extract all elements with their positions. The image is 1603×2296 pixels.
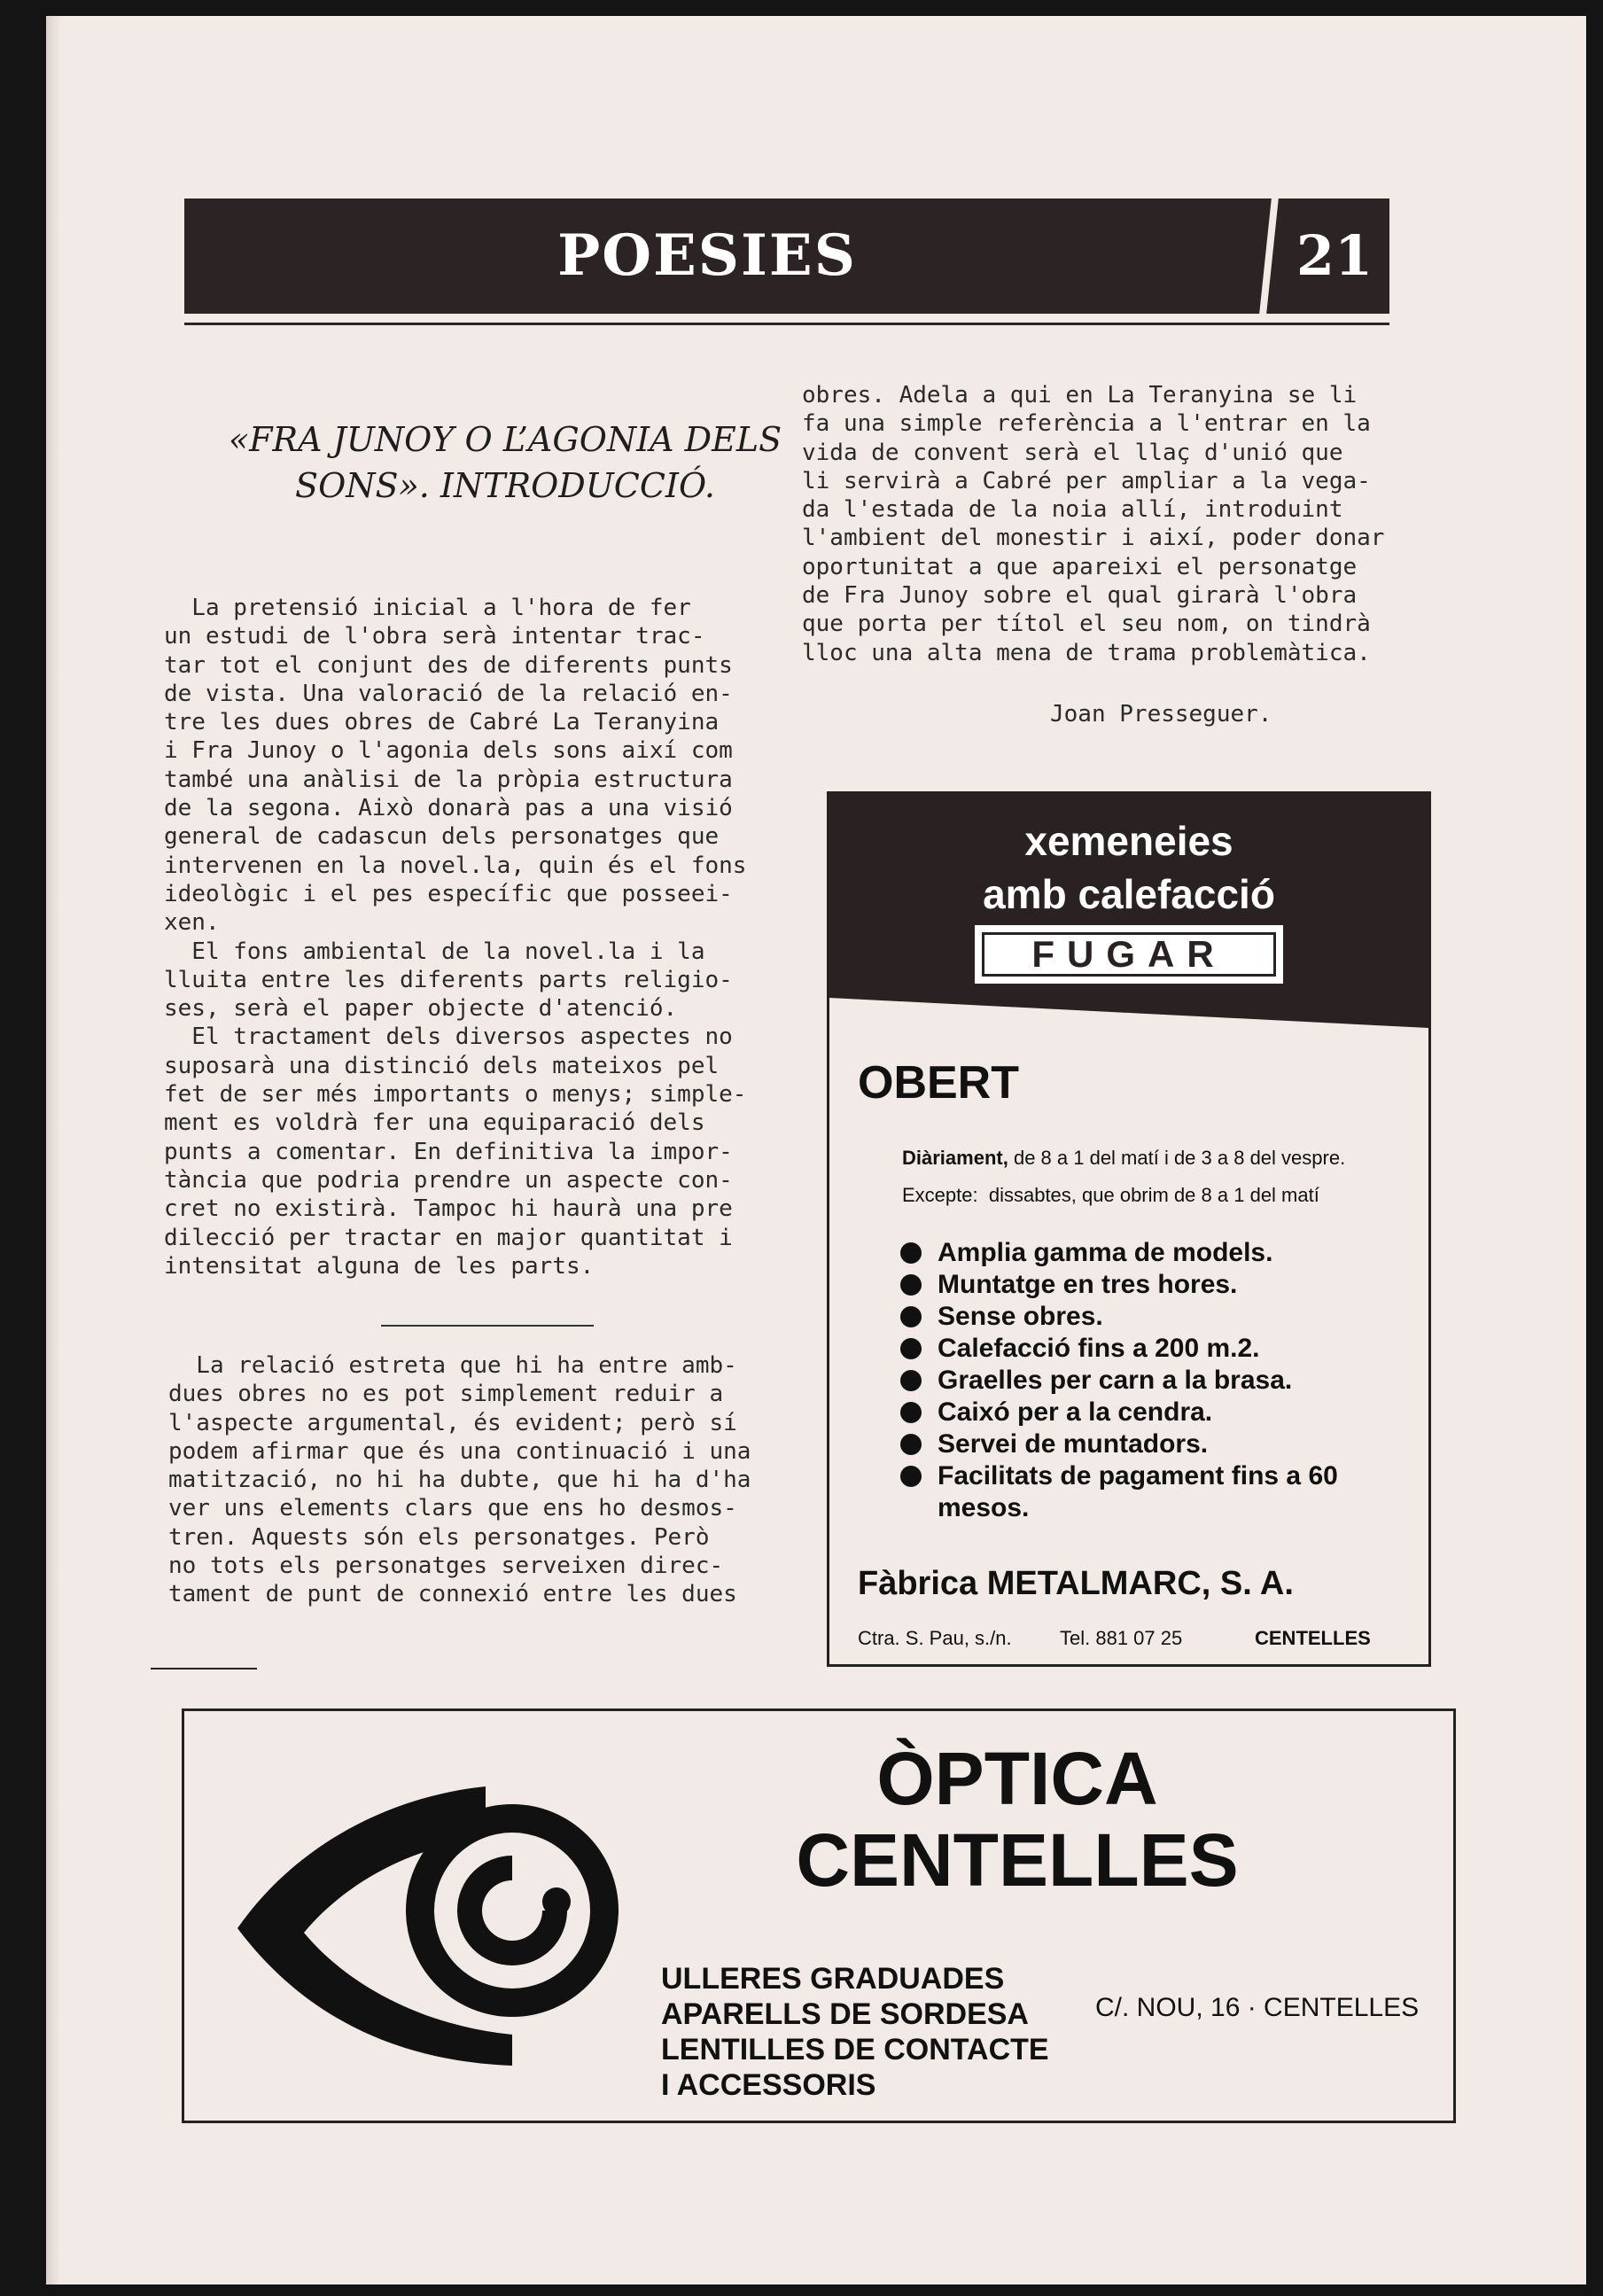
- text-line: La pretensió inicial a l'hora de fer: [164, 595, 691, 621]
- bullet-icon: [900, 1306, 922, 1327]
- text-line: intervenen en la novel.la, quin és el fons: [164, 852, 747, 879]
- text-line: ver uns elements clars que ens ho desmos-: [168, 1495, 737, 1522]
- article-column-left-part2: [168, 1351, 842, 1609]
- hours-label: Diàriament,: [902, 1147, 1008, 1169]
- article-author: Joan Presseguer.: [1050, 701, 1272, 728]
- text-line: un estudi de l'obra serà intentar trac-: [164, 623, 705, 650]
- fugar-logo-text: FUGAR: [982, 932, 1276, 977]
- text-line: dilecció per tractar en major quantitat i: [164, 1224, 733, 1251]
- ad-headline-line2: amb calefacció: [983, 871, 1275, 917]
- text-line: de vista. Una valoració de la relació en-: [164, 680, 733, 707]
- list-item: Servei de muntadors.: [900, 1428, 1414, 1460]
- bullet-icon: [900, 1274, 922, 1296]
- text-line: cret no existirà. Tampoc hi haurà una pre: [164, 1195, 733, 1223]
- text-line: xen.: [164, 909, 220, 937]
- text-line: tre les dues obres de Cabré La Teranyina: [164, 709, 720, 736]
- text-line: da l'estada de la noia allí, introduint: [802, 496, 1343, 524]
- bullet-icon: [900, 1434, 922, 1455]
- text-line: l'ambient del monestir i així, poder donar: [802, 525, 1385, 552]
- except-text: dissabtes, que obrim de 8 a 1 del matí: [988, 1184, 1319, 1206]
- text-line: matització, no hi ha dubte, que hi ha d'ha: [168, 1467, 751, 1494]
- hours-text: de 8 a 1 del matí i de 3 a 8 del vespre.: [1013, 1147, 1346, 1169]
- bullet-icon: [900, 1370, 922, 1391]
- list-item: Muntatge en tres hores.: [900, 1269, 1414, 1301]
- text-line: de Fra Junoy sobre el qual girarà l'obra: [802, 582, 1358, 610]
- optica-title: [645, 1738, 1389, 1901]
- text-line: El fons ambiental de la novel.la i la: [164, 938, 705, 965]
- opening-hours: [902, 1147, 1345, 1170]
- text-line: suposarà una distinció dels mateixos pel: [164, 1052, 720, 1079]
- list-item: LENTILLES DE CONTACTE: [661, 2033, 1049, 2066]
- list-item: ULLERES GRADUADES: [661, 1962, 1005, 1996]
- open-label: OBERT: [858, 1057, 1019, 1109]
- list-item: Facilitats de pagament fins a 60 mesos.: [900, 1460, 1414, 1524]
- text-line: l'aspecte argumental, és evident; però sí: [168, 1409, 737, 1436]
- article-column-right: [802, 381, 1502, 667]
- text-line: punts a comentar. En definitiva la impor-: [164, 1138, 733, 1165]
- header-separator: [1259, 198, 1279, 314]
- text-line: no tots els personatges serveixen direc-: [168, 1553, 724, 1580]
- text-line: tar tot el conjunt des de diferents punts: [164, 651, 733, 679]
- list-item: APARELLS DE SORDESA: [661, 1997, 1029, 2031]
- text-line: tament de punt de connexió entre les dues: [168, 1581, 737, 1608]
- optica-products: [661, 1961, 1049, 2103]
- text-line: El tractament dels diversos aspectes no: [164, 1023, 733, 1051]
- text-line: tància que podria prendre un aspecte con-: [164, 1166, 733, 1194]
- text-line: lloc una alta mena de trama problemàtica.: [802, 639, 1371, 666]
- text-line: i Fra Junoy o l'agonia dels sons així com: [164, 737, 733, 765]
- text-line: ment es voldrà fer una equiparació dels: [164, 1109, 705, 1137]
- section-title: POESIES: [557, 222, 857, 289]
- fugar-logo: [975, 925, 1283, 984]
- text-line: de la segona. Això donarà pas a una visió: [164, 795, 733, 822]
- text-line: fet de ser més importants o menys; simple-: [164, 1081, 747, 1109]
- bullet-icon: [900, 1402, 922, 1423]
- optica-title-line1: ÒPTICA: [876, 1737, 1158, 1820]
- optica-advertisement: [182, 1708, 1456, 2123]
- bullet-icon: [900, 1466, 922, 1487]
- text-line: que porta per títol el seu nom, on tindrà: [802, 611, 1371, 638]
- list-item: Caixó per a la cendra.: [900, 1397, 1414, 1428]
- company-street: Ctra. S. Pau, s./n.: [858, 1627, 1012, 1649]
- ad-banner: [829, 794, 1428, 998]
- list-item: I ACCESSORIS: [661, 2068, 876, 2102]
- bullet-icon: [900, 1338, 922, 1359]
- paragraph-separator-line: [381, 1325, 594, 1327]
- text-line: oportunitat a que apareixi el personatge: [802, 553, 1358, 580]
- margin-rule: [151, 1668, 257, 1669]
- text-line: lluita entre les diferents parts religio-: [164, 966, 733, 993]
- opening-exception: [902, 1184, 1319, 1207]
- except-label: Excepte:: [902, 1184, 978, 1206]
- section-header-bar: [184, 198, 1389, 314]
- list-item: Calefacció fins a 200 m.2.: [900, 1333, 1414, 1365]
- eye-logo-icon: [220, 1760, 627, 2079]
- company-phone: Tel. 881 07 25: [1060, 1627, 1183, 1649]
- text-line: general de cadascun dels personatges que: [164, 823, 720, 851]
- text-line: ideològic i el pes específic que posseei-: [164, 880, 733, 907]
- text-line: vida de convent serà el llaç d'unió que: [802, 439, 1343, 466]
- text-line: fa una simple referència a l'entrar en la: [802, 410, 1371, 438]
- list-item: Graelles per carn a la brasa.: [900, 1365, 1414, 1397]
- page-spine-shadow: [46, 16, 60, 2284]
- list-item: Sense obres.: [900, 1301, 1414, 1333]
- optica-title-line2: CENTELLES: [796, 1818, 1239, 1902]
- fugar-advertisement: [827, 791, 1431, 1667]
- company-town: CENTELLES: [1255, 1627, 1371, 1649]
- text-line: podem afirmar que és una continuació i una: [168, 1437, 751, 1465]
- text-line: dues obres no es pot simplement reduir a: [168, 1381, 724, 1408]
- text-line: intensitat alguna de les parts.: [164, 1252, 595, 1280]
- page-number: 21: [1296, 223, 1373, 288]
- text-line: també una anàlisi de la pròpia estructura: [164, 766, 733, 793]
- text-line: tren. Aquests són els personatges. Però: [168, 1523, 710, 1551]
- header-underline: [184, 323, 1389, 325]
- optica-address: C/. NOU, 16 · CENTELLES: [1095, 1993, 1420, 2022]
- company-name: Fàbrica METALMARC, S. A.: [858, 1565, 1294, 1602]
- article-title: «FRA JUNOY O L’AGONIA DELS SONS». INTRODUCCIÓ.: [228, 420, 782, 505]
- ad-banner-wedge: [829, 998, 1428, 1028]
- text-line: La relació estreta que hi ha entre amb-: [168, 1352, 737, 1379]
- text-line: obres. Adela a qui en La Teranyina se li: [802, 382, 1358, 409]
- list-item: Amplia gamma de models.: [900, 1237, 1414, 1269]
- text-line: li servirà a Cabré per ampliar a la vega-: [802, 467, 1371, 494]
- ad-headline-line1: xemeneies: [1024, 818, 1233, 864]
- bullet-icon: [900, 1242, 922, 1264]
- text-line: ses, serà el paper objecte d'atenció.: [164, 995, 678, 1023]
- feature-list: [900, 1237, 1414, 1524]
- article-column-left-part1: [164, 594, 837, 1280]
